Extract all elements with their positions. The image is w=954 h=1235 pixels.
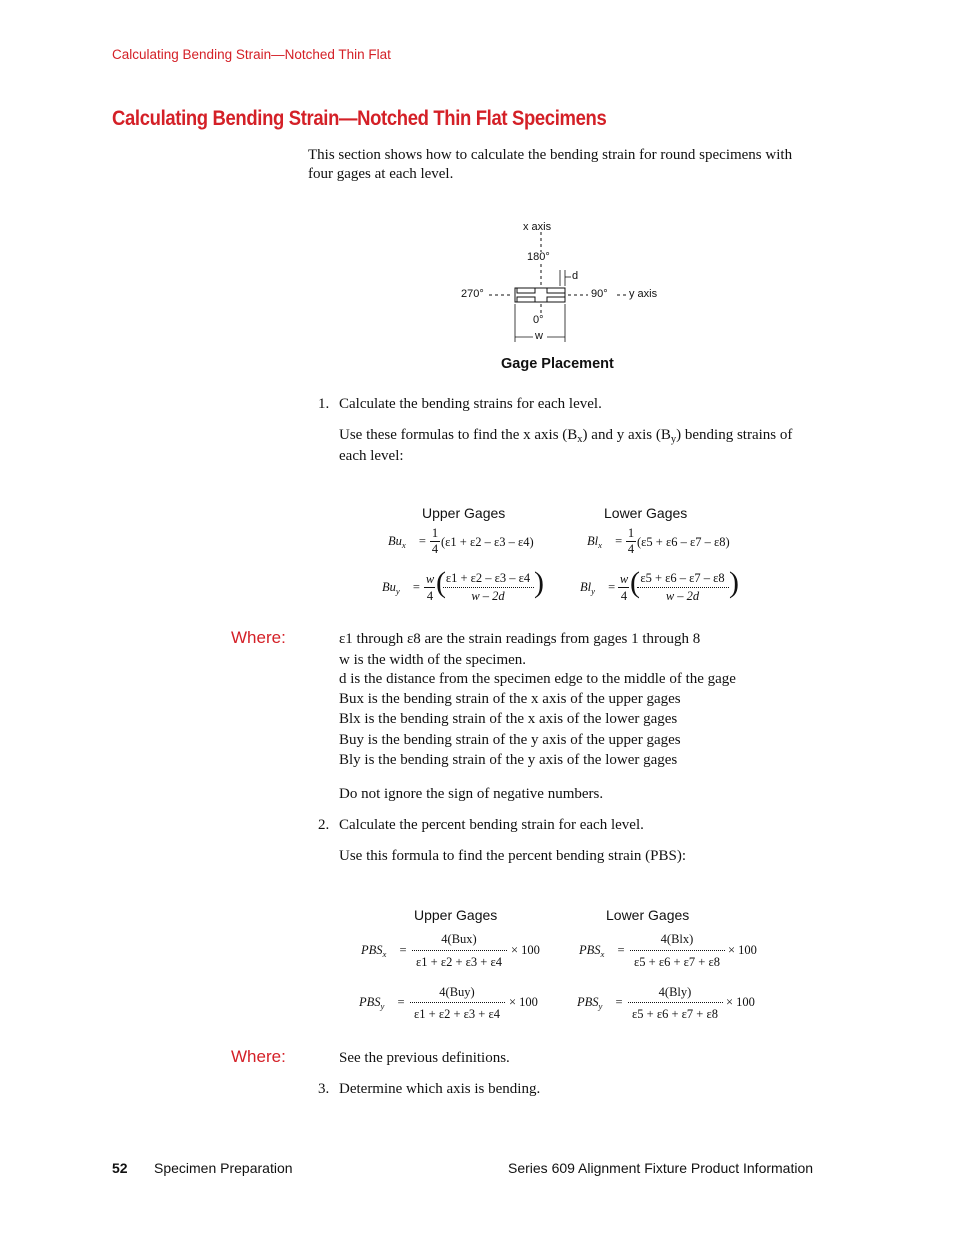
definition-item: ε1 through ε8 are the strain readings from gages 1 through 8	[339, 631, 701, 647]
bux-frac-den: 4	[431, 542, 439, 556]
use-part-1: Use these formulas to find the x axis (B	[339, 427, 578, 443]
definition-item: Buy is the bending strain of the y axis of the upper gages	[339, 732, 681, 748]
pbsy-upper-sub: y	[380, 1001, 385, 1011]
formula-pbsy-lower	[577, 995, 623, 1010]
use-sub-y: y	[670, 434, 677, 445]
bly-sub: y	[591, 586, 595, 596]
buy-bar	[443, 587, 534, 588]
use-part-2: ) and y axis (B	[582, 427, 671, 443]
step-2-number: 2.	[318, 817, 330, 833]
blx-sub: x	[598, 540, 602, 550]
bly-four-den: 4	[620, 589, 628, 603]
formula-pbsx-upper	[361, 943, 407, 958]
upper-gages-heading-2: Upper Gages	[414, 907, 498, 923]
step-3-number: 3.	[318, 1081, 330, 1097]
pbsy-upper-num: 4(Buy)	[439, 985, 475, 999]
pbsx-upper-symbol: PBS	[361, 943, 383, 957]
pbsy-lower-num: 4(Bly)	[658, 985, 692, 999]
step-2-text: Calculate the percent bending strain for each level.	[339, 817, 644, 833]
bly-equals: =	[608, 580, 616, 594]
gage-placement-diagram	[455, 218, 675, 348]
angle-270-label: 270°	[461, 288, 484, 300]
pbsx-lower-equals: =	[617, 943, 625, 957]
definition-item: Bly is the bending strain of the y axis of the lower gages	[339, 752, 678, 768]
pbsy-upper-symbol: PBS	[359, 995, 381, 1009]
definition-item: Bux is the bending strain of the x axis of the upper gages	[339, 691, 681, 707]
step-2-use-text: Use this formula to find the percent bending strain (PBS):	[339, 848, 687, 864]
intro-line-1: This section shows how to calculate the bending strain for round specimens with	[308, 147, 793, 163]
buy-w-bar	[424, 587, 435, 588]
buy-paren-open: (	[436, 566, 446, 599]
bly-paren-close: )	[729, 566, 739, 599]
definition-item: w is the width of the specimen.	[339, 652, 527, 668]
blx-symbol: Bl	[587, 534, 599, 548]
step-3-text: Determine which axis is bending.	[339, 1081, 541, 1097]
blx-sum: (ε5 + ε6 – ε7 – ε8)	[637, 535, 730, 549]
intro-paragraph	[308, 146, 792, 184]
bly-symbol: Bl	[580, 580, 592, 594]
blx-frac-den: 4	[627, 542, 635, 556]
pbsx-lower-bar	[630, 950, 725, 951]
pbsx-lower-sub: x	[600, 949, 605, 959]
bux-sub: x	[401, 540, 406, 550]
pbsx-lower-num: 4(Blx)	[660, 932, 694, 946]
bly-num: ε5 + ε6 – ε7 – ε8	[640, 571, 725, 585]
pbsy-upper-bar	[410, 1002, 505, 1003]
bly-bar	[637, 587, 729, 588]
bly-w-bar	[618, 587, 629, 588]
pbsy-lower-equals: =	[615, 995, 623, 1009]
step-1-use-line-1	[339, 426, 819, 445]
formula-pbsx-lower	[579, 943, 625, 958]
page-number: 52	[112, 1160, 128, 1176]
angle-0-label: 0°	[533, 314, 544, 326]
gage-diagram-svg	[455, 218, 675, 348]
buy-sub: y	[395, 586, 400, 596]
footer-section: Specimen Preparation	[154, 1160, 293, 1176]
use-sub-x: x	[577, 434, 583, 445]
pbsy-upper-times: × 100	[509, 995, 538, 1009]
buy-symbol: Bu	[382, 580, 396, 594]
buy-equals: =	[412, 580, 420, 594]
pbsx-upper-times: × 100	[511, 943, 540, 957]
pbsy-lower-bar	[628, 1002, 723, 1003]
pbsy-lower-times: × 100	[726, 995, 755, 1009]
pbsx-lower-times: × 100	[728, 943, 757, 957]
intro-line-2: four gages at each level.	[308, 166, 454, 182]
where-label-1: Where:	[231, 628, 286, 647]
step-1-use-line-2: each level:	[339, 448, 404, 464]
pbsx-lower-symbol: PBS	[579, 943, 601, 957]
formula-pbsy-upper	[359, 995, 405, 1010]
bly-paren-open: (	[630, 566, 640, 599]
pbsy-lower-symbol: PBS	[577, 995, 599, 1009]
pbsy-lower-den: ε5 + ε6 + ε7 + ε8	[632, 1007, 718, 1021]
step-1-number: 1.	[318, 396, 330, 412]
diagram-caption: Gage Placement	[501, 356, 614, 372]
step-1-text: Calculate the bending strains for each level.	[339, 396, 602, 412]
bux-symbol: Bu	[388, 534, 402, 548]
bux-frac-num: 1	[431, 526, 439, 540]
formula-bly	[580, 580, 615, 595]
step-1-use-text	[339, 426, 819, 466]
bux-sum: (ε1 + ε2 – ε3 – ε4)	[441, 535, 534, 549]
angle-180-label: 180°	[527, 251, 550, 263]
pbsy-lower-sub: y	[598, 1001, 603, 1011]
formula-bux	[388, 534, 426, 549]
formula-buy	[382, 580, 420, 595]
bux-equals: =	[418, 534, 426, 548]
pbsx-lower-den: ε5 + ε6 + ε7 + ε8	[634, 955, 720, 969]
x-axis-label: x axis	[523, 221, 552, 233]
buy-num: ε1 + ε2 – ε3 – ε4	[445, 571, 531, 585]
definition-item: d is the distance from the specimen edge to the middle of the gage	[339, 671, 736, 687]
footer-document-title: Series 609 Alignment Fixture Product Information	[508, 1160, 814, 1176]
blx-frac-num: 1	[627, 526, 635, 540]
buy-w-num: w	[425, 572, 435, 586]
upper-gages-heading: Upper Gages	[422, 505, 506, 521]
lower-gages-heading-2: Lower Gages	[606, 907, 690, 923]
pbsx-upper-den: ε1 + ε2 + ε3 + ε4	[416, 955, 502, 969]
bly-w-num: w	[619, 572, 629, 586]
running-header: Calculating Bending Strain—Notched Thin Flat	[112, 47, 391, 62]
formula-blx	[587, 534, 622, 549]
definition-item: Blx is the bending strain of the x axis of the lower gages	[339, 711, 678, 727]
pbsx-upper-num: 4(Bux)	[441, 932, 477, 946]
bly-den: w – 2d	[665, 589, 700, 603]
w-label: w	[535, 330, 543, 342]
negative-note: Do not ignore the sign of negative numbers.	[339, 786, 604, 802]
buy-paren-close: )	[534, 566, 544, 599]
buy-four-den: 4	[426, 589, 434, 603]
y-axis-label: y axis	[629, 288, 658, 300]
pbsy-upper-equals: =	[397, 995, 405, 1009]
where-label-2: Where:	[231, 1047, 286, 1066]
lower-gages-heading: Lower Gages	[604, 505, 688, 521]
angle-90-label: 90°	[591, 288, 608, 300]
d-label: d	[572, 270, 579, 282]
definitions-list	[339, 630, 809, 770]
blx-equals: =	[615, 534, 623, 548]
buy-den: w – 2d	[471, 589, 505, 603]
where-2-text: See the previous definitions.	[339, 1050, 510, 1066]
use-part-3: ) bending strains of	[676, 427, 793, 443]
pbsx-upper-equals: =	[399, 943, 407, 957]
pbsx-upper-sub: x	[382, 949, 387, 959]
pbsx-upper-bar	[412, 950, 507, 951]
page-title: Calculating Bending Strain—Notched Thin Flat Specimens	[112, 107, 607, 130]
pbsy-upper-den: ε1 + ε2 + ε3 + ε4	[414, 1007, 500, 1021]
